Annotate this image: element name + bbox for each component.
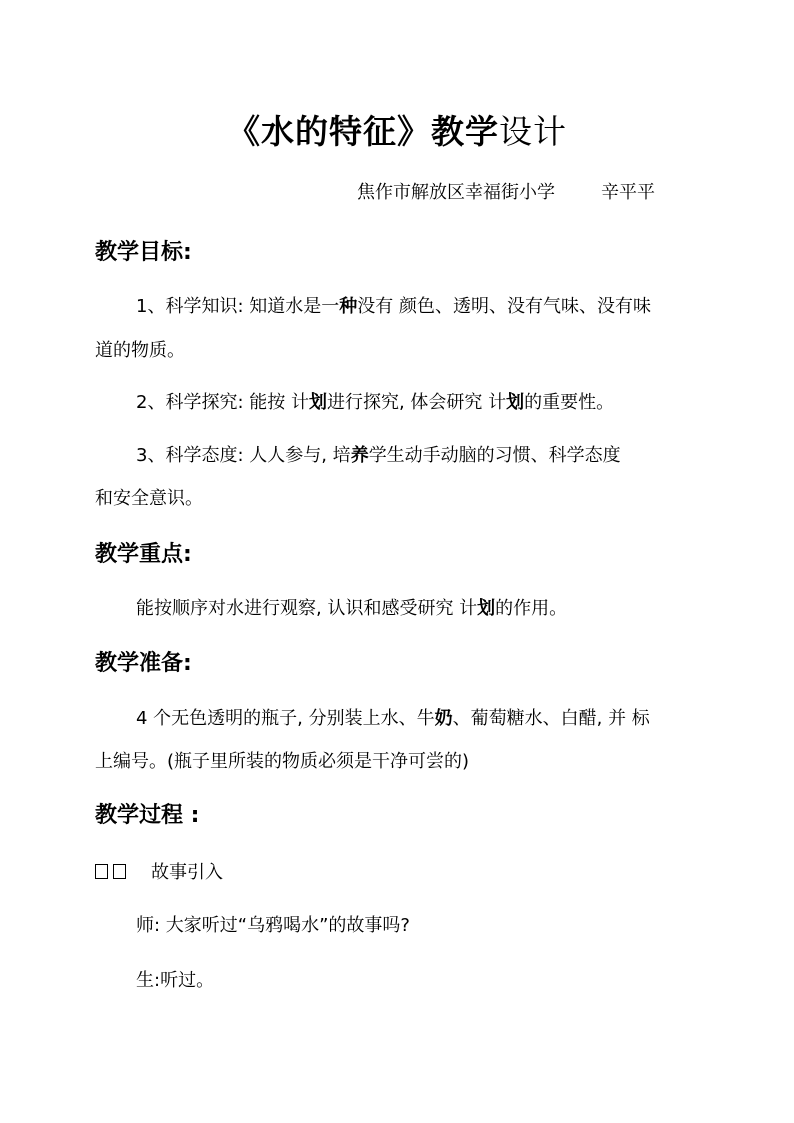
text-run: 3、科学态度: 人人参与, 培: [136, 445, 351, 466]
key-points-heading: 教学重点:: [95, 542, 192, 567]
goal-item-3-line-1: [136, 441, 621, 467]
author-name: 辛平平: [601, 182, 655, 203]
text-run-bold: 划: [477, 598, 496, 619]
title-normal-part: 设计: [499, 112, 567, 151]
author-line: [357, 178, 655, 204]
goals-heading: 教学目标:: [95, 240, 192, 265]
goal-item-2: [136, 388, 614, 414]
text-run: 2、科学探究: 能按 计: [136, 392, 309, 413]
dialogue-teacher: 师: 大家听过“乌鸦喝水”的故事吗?: [136, 915, 410, 936]
text-run: 4 个无色透明的瓶子, 分别装上水、牛: [136, 708, 435, 729]
missing-glyph-icon: [95, 864, 108, 879]
preparation-line-2: 上编号。(瓶子里所装的物质必须是干净可尝的): [95, 751, 470, 772]
text-run-bold: 种: [339, 296, 358, 317]
goal-item-1-line-1: [136, 292, 651, 318]
text-run: 学生动手动脑的习惯、科学态度: [368, 445, 621, 466]
dialogue-student: 生:听过。: [136, 970, 215, 991]
key-points-text: [136, 594, 567, 620]
text-run: 1、科学知识: 知道水是一: [136, 296, 340, 317]
text-run: 进行探究, 体会研究 计: [326, 392, 507, 413]
text-run: 没有 颜色、透明、没有气味、没有味: [357, 296, 651, 317]
preparation-line-1: [136, 704, 650, 730]
author-school: 焦作市解放区幸福街小学: [357, 182, 555, 203]
process-step-1: [95, 858, 223, 884]
text-run-bold: 奶: [434, 708, 453, 729]
text-run-bold: 划: [506, 392, 525, 413]
preparation-heading: 教学准备:: [95, 651, 192, 676]
missing-glyph-icon: [113, 864, 126, 879]
document-title: [0, 106, 794, 153]
text-run-bold: 养: [350, 445, 369, 466]
step-label: 故事引入: [151, 862, 223, 883]
text-run: 能按顺序对水进行观察, 认识和感受研究 计: [136, 598, 478, 619]
process-heading: 教学过程 :: [95, 803, 200, 828]
text-run: 的作用。: [495, 598, 568, 619]
goal-item-1-line-2: 道的物质。: [95, 340, 185, 361]
title-bold-part: 《水的特征》教学: [227, 112, 499, 151]
missing-glyph-boxes: [95, 862, 131, 883]
text-run: 的重要性。: [524, 392, 615, 413]
goal-item-3-line-2: 和安全意识。: [95, 488, 203, 509]
text-run: 、葡萄糖水、白醋, 并 标: [452, 708, 650, 729]
text-run-bold: 划: [308, 392, 327, 413]
